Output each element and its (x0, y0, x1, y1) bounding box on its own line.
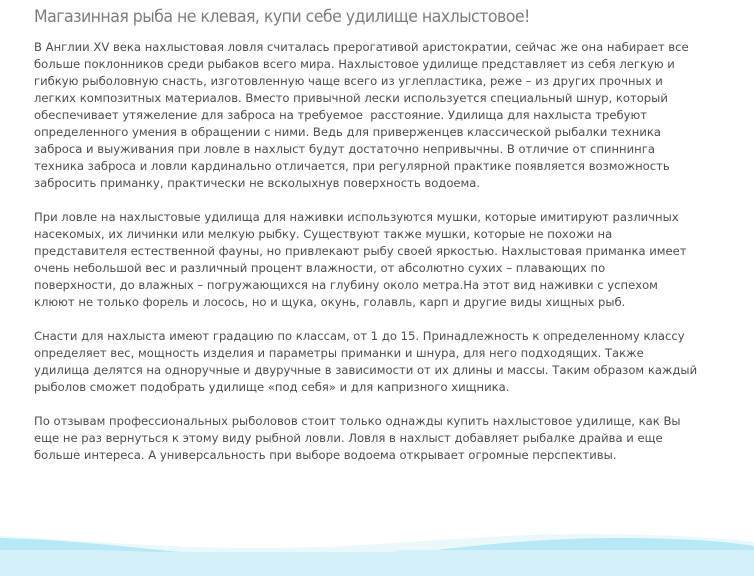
text-line: определенного умения в обращении с ними. Ведь для приверженцев классической рыбалки техника (34, 125, 661, 139)
text-line: больше поклонников среди рыбаков всего мира. Нахлыстовое удилище представляет из себя легкую и (34, 57, 675, 71)
article (34, 5, 750, 481)
text-line: рыболов сможет подобрать удилище «под себя» и для капризного хищника. (34, 380, 510, 394)
text-line: еще не раз вернуться к этому виду рыбной ловли. Ловля в нахлыст добавляет рыбалке драйва и еще (34, 431, 663, 445)
text-line: техника заброса и ловли кардинально отличается, при регулярной практике появляется возможность (34, 159, 670, 173)
article-title: Магазинная рыба не клевая, купи себе удилище нахлыстовое! (34, 7, 530, 27)
text-line: определяет вес, мощность изделия и параметры приманки и шнура, для него подходящих. Также (34, 346, 644, 360)
text-line: При ловле на нахлыстовые удилища для наживки используются мушки, которые имитируют различных (34, 210, 679, 224)
text-line: насекомых, их личинки или мелкую рыбку. Существуют также мушки, которые не похожи на (34, 227, 613, 241)
text-line: обеспечивает утяжеление для заброса на требуемое расстояние. Удилища для нахлыста требуют (34, 108, 648, 122)
text-line: Снасти для нахлыста имеют градацию по классам, от 1 до 15. Принадлежность к определенному классу (34, 329, 685, 343)
article-body (34, 39, 750, 464)
paragraph-4 (34, 413, 750, 464)
text-line: очень небольшой вес и различный процент влажности, от абсолютно сухих – плавающих по (34, 261, 606, 275)
text-line: забросить приманку, практически не всколыхнув поверхность водоема. (34, 176, 481, 190)
paragraph-2 (34, 209, 750, 311)
text-line: больше интереса. А универсальность при выборе водоема открывает огромные перспективы. (34, 448, 617, 462)
text-line: клюют не только форель и лосось, но и щука, окунь, голавль, карп и другие виды хищных рыб. (34, 295, 626, 309)
text-line: В Англии XV века нахлыстовая ловля считалась прерогативой аристократии, сейчас же она набирает все (34, 40, 689, 54)
wave-light-base (0, 552, 754, 576)
paragraph-1 (34, 39, 750, 192)
paragraph-3 (34, 328, 750, 396)
text-line: заброса и выуживания при ловле в нахлыст будут достаточно непривычны. В отличие от спиннинга (34, 142, 655, 156)
water-waves-decoration (0, 526, 754, 576)
text-line: представителя естественной фауны, но привлекают рыбу своей яркостью. Нахлыстовая приманка имеет (34, 244, 687, 258)
text-line: По отзывам профессиональных рыболовов стоит только однажды купить нахлыстовое удилище, как Вы (34, 414, 681, 428)
text-line: удилища делятся на одноручные и двуручные в зависимости от их длины и массы. Таким образом каждый (34, 363, 698, 377)
text-line: гибкую рыболовную снасть, изготовленную чаще всего из углепластика, реже – из других прочных и (34, 74, 663, 88)
text-line: поверхности, до влажных – погружающихся на глубину около метра.На этот вид наживки с успехом (34, 278, 658, 292)
text-line: легких композитных материалов. Вместо привычной лески используется специальный шнур, который (34, 91, 668, 105)
